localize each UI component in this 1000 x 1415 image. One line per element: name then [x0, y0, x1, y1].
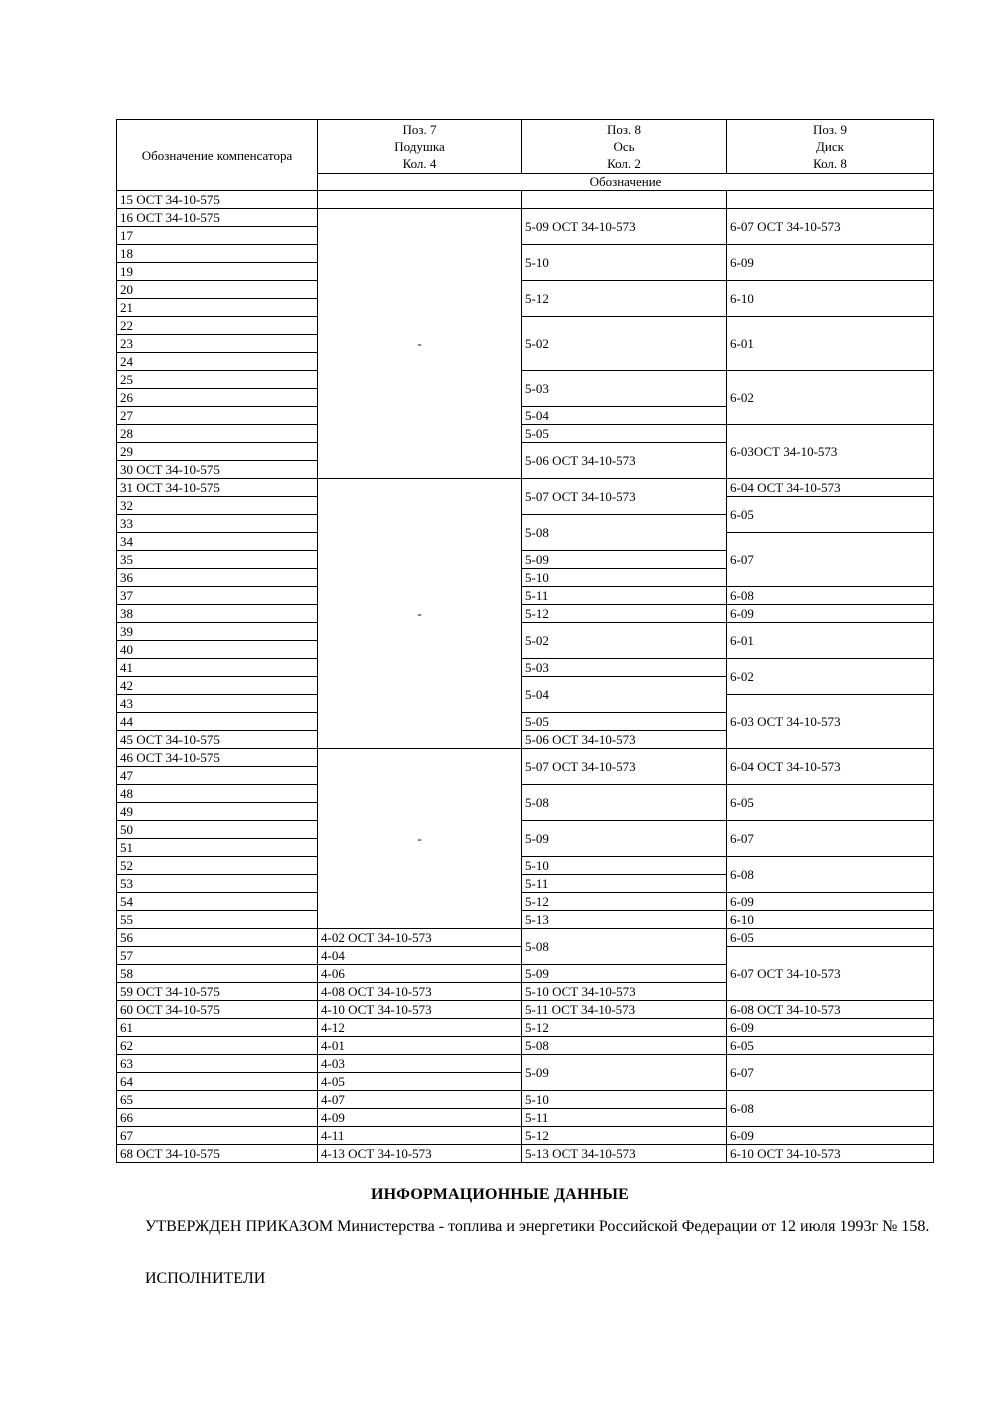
header-col4 — [727, 120, 934, 174]
compensator-designation: 21 — [117, 299, 318, 317]
header-line: Кол. 2 — [607, 156, 641, 171]
cushion-cell: 4-12 — [318, 1019, 522, 1037]
table-row — [117, 893, 934, 911]
table-row — [117, 1127, 934, 1145]
cushion-cell — [318, 191, 522, 209]
cushion-cell: - — [318, 209, 522, 479]
disk-cell: 6-10 — [727, 281, 934, 317]
cushion-cell: - — [318, 479, 522, 749]
axle-cell: 5-08 — [522, 785, 727, 821]
disk-cell: 6-05 — [727, 497, 934, 533]
cushion-cell: 4-06 — [318, 965, 522, 983]
cushion-cell: 4-05 — [318, 1073, 522, 1091]
executors-label: ИСПОЛНИТЕЛИ — [145, 1270, 266, 1287]
cushion-cell: 4-11 — [318, 1127, 522, 1145]
cushion-cell: 4-09 — [318, 1109, 522, 1127]
table-row — [117, 281, 934, 299]
compensator-designation: 39 — [117, 623, 318, 641]
compensator-designation: 22 — [117, 317, 318, 335]
axle-cell: 5-03 — [522, 371, 727, 407]
section-title: ИНФОРМАЦИОННЫЕ ДАННЫЕ — [370, 1186, 630, 1203]
compensator-designation: 54 — [117, 893, 318, 911]
compensator-designation: 16 ОСТ 34-10-575 — [117, 209, 318, 227]
disk-cell: 6-02 — [727, 659, 934, 695]
header-col3 — [522, 120, 727, 174]
compensator-designation: 52 — [117, 857, 318, 875]
disk-cell: 6-05 — [727, 929, 934, 947]
compensator-designation: 46 ОСТ 34-10-575 — [117, 749, 318, 767]
axle-cell: 5-09 — [522, 965, 727, 983]
disk-cell: 6-02 — [727, 371, 934, 425]
compensator-designation: 67 — [117, 1127, 318, 1145]
cushion-cell: - — [318, 749, 522, 929]
axle-cell: 5-09 ОСТ 34-10-573 — [522, 209, 727, 245]
axle-cell: 5-07 ОСТ 34-10-573 — [522, 749, 727, 785]
axle-cell: 5-09 — [522, 821, 727, 857]
axle-cell: 5-09 — [522, 551, 727, 569]
axle-cell: 5-04 — [522, 677, 727, 713]
table-row — [117, 1001, 934, 1019]
axle-cell: 5-07 ОСТ 34-10-573 — [522, 479, 727, 515]
compensator-designation: 44 — [117, 713, 318, 731]
table-row — [117, 659, 934, 677]
axle-cell: 5-02 — [522, 317, 727, 371]
axle-cell: 5-02 — [522, 623, 727, 659]
disk-cell: 6-05 — [727, 1037, 934, 1055]
disk-cell: 6-08 — [727, 1091, 934, 1127]
disk-cell: 6-01 — [727, 623, 934, 659]
disk-cell: 6-07 — [727, 821, 934, 857]
compensator-designation: 55 — [117, 911, 318, 929]
compensator-designation: 23 — [117, 335, 318, 353]
disk-cell: 6-07 — [727, 1055, 934, 1091]
table-row — [117, 785, 934, 803]
cushion-cell: 4-03 — [318, 1055, 522, 1073]
cushion-cell: 4-10 ОСТ 34-10-573 — [318, 1001, 522, 1019]
compensator-designation: 24 — [117, 353, 318, 371]
compensator-designation: 53 — [117, 875, 318, 893]
compensator-designation: 26 — [117, 389, 318, 407]
header-line: Подушка — [394, 139, 445, 154]
axle-cell: 5-11 ОСТ 34-10-573 — [522, 1001, 727, 1019]
axle-cell: 5-10 — [522, 1091, 727, 1109]
compensator-designation: 64 — [117, 1073, 318, 1091]
axle-cell — [522, 191, 727, 209]
table-row — [117, 929, 934, 947]
axle-cell: 5-12 — [522, 1127, 727, 1145]
compensator-designation: 25 — [117, 371, 318, 389]
cushion-cell: 4-04 — [318, 947, 522, 965]
table-row — [117, 425, 934, 443]
table-row — [117, 371, 934, 389]
axle-cell: 5-12 — [522, 893, 727, 911]
disk-cell: 6-10 ОСТ 34-10-573 — [727, 1145, 934, 1163]
cushion-cell: 4-13 ОСТ 34-10-573 — [318, 1145, 522, 1163]
table-row — [117, 911, 934, 929]
axle-cell: 5-12 — [522, 1019, 727, 1037]
axle-cell: 5-12 — [522, 281, 727, 317]
axle-cell: 5-13 — [522, 911, 727, 929]
table-row — [117, 1091, 934, 1109]
compensator-designation: 50 — [117, 821, 318, 839]
disk-cell: 6-09 — [727, 605, 934, 623]
disk-cell: 6-07 ОСТ 34-10-573 — [727, 209, 934, 245]
axle-cell: 5-05 — [522, 713, 727, 731]
header-line: Поз. 7 — [402, 122, 437, 137]
disk-cell: 6-09 — [727, 245, 934, 281]
axle-cell: 5-10 — [522, 569, 727, 587]
compensator-designation: 47 — [117, 767, 318, 785]
header-designation: Обозначение компенсатора — [117, 120, 318, 191]
compensator-designation: 62 — [117, 1037, 318, 1055]
disk-cell: 6-09 — [727, 1127, 934, 1145]
axle-cell: 5-10 — [522, 245, 727, 281]
disk-cell: 6-07 — [727, 533, 934, 587]
table-row — [117, 1037, 934, 1055]
axle-cell: 5-13 ОСТ 34-10-573 — [522, 1145, 727, 1163]
axle-cell: 5-11 — [522, 1109, 727, 1127]
compensator-designation: 18 — [117, 245, 318, 263]
compensator-designation: 34 — [117, 533, 318, 551]
header-line: Диск — [816, 139, 844, 154]
compensator-designation: 49 — [117, 803, 318, 821]
compensator-designation: 41 — [117, 659, 318, 677]
disk-cell: 6-05 — [727, 785, 934, 821]
compensator-designation: 28 — [117, 425, 318, 443]
table-row — [117, 191, 934, 209]
compensator-designation: 38 — [117, 605, 318, 623]
axle-cell: 5-06 ОСТ 34-10-573 — [522, 731, 727, 749]
table-row — [117, 749, 934, 767]
cushion-cell: 4-02 ОСТ 34-10-573 — [318, 929, 522, 947]
disk-cell: 6-09 — [727, 1019, 934, 1037]
disk-cell: 6-04 ОСТ 34-10-573 — [727, 749, 934, 785]
header-line: Поз. 8 — [606, 122, 642, 137]
disk-cell: 6-09 — [727, 893, 934, 911]
compensator-designation: 56 — [117, 929, 318, 947]
compensator-designation: 45 ОСТ 34-10-575 — [117, 731, 318, 749]
axle-cell: 5-11 — [522, 587, 727, 605]
header-col2 — [318, 120, 522, 174]
table-row — [117, 623, 934, 641]
axle-cell: 5-08 — [522, 1037, 727, 1055]
axle-cell: 5-11 — [522, 875, 727, 893]
disk-cell: 6-08 — [727, 587, 934, 605]
disk-cell: 6-03 ОСТ 34-10-573 — [727, 695, 934, 749]
header-line: Кол. 4 — [402, 156, 437, 171]
compensator-designation: 59 ОСТ 34-10-575 — [117, 983, 318, 1001]
compensator-designation: 42 — [117, 677, 318, 695]
table-row — [117, 1055, 934, 1073]
table-row — [117, 587, 934, 605]
disk-cell: 6-07 ОСТ 34-10-573 — [727, 947, 934, 1001]
axle-cell: 5-04 — [522, 407, 727, 425]
axle-cell: 5-10 — [522, 857, 727, 875]
table-row — [117, 1019, 934, 1037]
table-row — [117, 605, 934, 623]
compensator-designation: 63 — [117, 1055, 318, 1073]
compensator-designation: 65 — [117, 1091, 318, 1109]
compensator-designation: 15 ОСТ 34-10-575 — [117, 191, 318, 209]
disk-cell: 6-08 — [727, 857, 934, 893]
cushion-cell: 4-08 ОСТ 34-10-573 — [318, 983, 522, 1001]
compensator-designation: 60 ОСТ 34-10-575 — [117, 1001, 318, 1019]
compensator-designation: 43 — [117, 695, 318, 713]
disk-cell: 6-08 ОСТ 34-10-573 — [727, 1001, 934, 1019]
compensator-designation: 57 — [117, 947, 318, 965]
compensator-designation: 17 — [117, 227, 318, 245]
compensator-table — [116, 119, 934, 1163]
cushion-cell: 4-01 — [318, 1037, 522, 1055]
axle-cell: 5-05 — [522, 425, 727, 443]
axle-cell: 5-08 — [522, 929, 727, 965]
table-row — [117, 245, 934, 263]
disk-cell — [727, 191, 934, 209]
compensator-designation: 68 ОСТ 34-10-575 — [117, 1145, 318, 1163]
header-line: Поз. 9 — [812, 122, 848, 137]
compensator-designation: 19 — [117, 263, 318, 281]
compensator-designation: 33 — [117, 515, 318, 533]
compensator-designation: 32 — [117, 497, 318, 515]
compensator-designation: 37 — [117, 587, 318, 605]
cushion-cell: 4-07 — [318, 1091, 522, 1109]
disk-cell: 6-04 ОСТ 34-10-573 — [727, 479, 934, 497]
table-row — [117, 1145, 934, 1163]
compensator-designation: 51 — [117, 839, 318, 857]
table-row — [117, 317, 934, 335]
compensator-designation: 66 — [117, 1109, 318, 1127]
compensator-designation: 31 ОСТ 34-10-575 — [117, 479, 318, 497]
table-header-row — [117, 120, 934, 174]
table-row — [117, 479, 934, 497]
disk-cell: 6-01 — [727, 317, 934, 371]
header-line: Кол. 8 — [813, 156, 847, 171]
axle-cell: 5-12 — [522, 605, 727, 623]
compensator-designation: 48 — [117, 785, 318, 803]
axle-cell: 5-10 ОСТ 34-10-573 — [522, 983, 727, 1001]
header-designation-sub: Обозначение — [318, 174, 934, 191]
approval-paragraph: УТВЕРЖДЕН ПРИКАЗОМ Министерства - топлива и энергетики Российской Федерации от 12 июля 1993г № 158. — [145, 1218, 930, 1235]
compensator-designation: 40 — [117, 641, 318, 659]
compensator-designation: 61 — [117, 1019, 318, 1037]
disk-cell: 6-10 — [727, 911, 934, 929]
axle-cell: 5-08 — [522, 515, 727, 551]
axle-cell: 5-09 — [522, 1055, 727, 1091]
compensator-designation: 35 — [117, 551, 318, 569]
compensator-designation: 27 — [117, 407, 318, 425]
axle-cell: 5-06 ОСТ 34-10-573 — [522, 443, 727, 479]
header-line: Ось — [613, 139, 635, 154]
table-row — [117, 821, 934, 839]
compensator-designation: 29 — [117, 443, 318, 461]
compensator-designation: 20 — [117, 281, 318, 299]
table-row — [117, 209, 934, 227]
axle-cell: 5-03 — [522, 659, 727, 677]
table-row — [117, 857, 934, 875]
disk-cell: 6-03ОСТ 34-10-573 — [727, 425, 934, 479]
compensator-designation: 58 — [117, 965, 318, 983]
compensator-designation: 36 — [117, 569, 318, 587]
compensator-designation: 30 ОСТ 34-10-575 — [117, 461, 318, 479]
